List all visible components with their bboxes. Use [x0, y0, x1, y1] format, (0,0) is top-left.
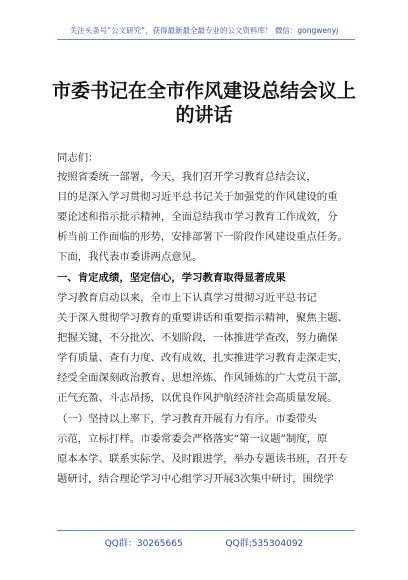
body-line: 目的是深入学习贯彻习近平总书记关于加强党的作风建设的重	[57, 191, 338, 203]
footer-qq-group-1: QQ群：30265665	[104, 539, 183, 549]
body-line: 学有质量、查有力度、改有成效，扎实推进学习教育走深走实，	[57, 352, 348, 364]
body-line: 正气充盈、斗志昂扬，以优良作风护航经济社会高质量发展。	[57, 392, 338, 404]
body-line: 析当前工作面临的形势，安排部署下一阶段作风建设重点任务。	[57, 231, 348, 243]
footer	[0, 536, 408, 549]
footer-divider	[57, 530, 355, 531]
body-line: 把握关键，不分批次、不划阶段，一体推进学查改，努力确保	[57, 332, 338, 344]
body-line: 按照省委统一部署，今天，我们召开学习教育总结会议，	[57, 171, 317, 183]
salutation: 同志们：	[57, 152, 99, 164]
body-line: 原本本学、联系实际学、及时跟进学，举办专题读书班，召开专	[57, 453, 348, 465]
header-divider	[57, 39, 355, 40]
body-line: 要论述和指示批示精神，全面总结我市学习教育工作成效，分	[57, 211, 338, 223]
document-title	[40, 79, 368, 127]
body-line: 题研讨，结合理论学习中心组学习开展3次集中研讨，围绕学	[57, 473, 334, 485]
title-line: 的讲话	[175, 104, 233, 126]
footer-qq-group-2: QQ群:535304092	[225, 539, 304, 549]
body-line: 下面，我代表市委讲两点意见。	[57, 251, 203, 263]
body-line: 经受全面深刻政治教育、思想淬炼、作风锤炼的广大党员干部，	[57, 372, 348, 384]
title-line: 市委书记在全市作风建设总结会议上	[51, 80, 356, 102]
body-line: 关于深入贯彻学习教育的重要讲话和重要指示精神，聚焦主题、	[57, 312, 348, 324]
section-heading: 一、肯定成绩，坚定信心，学习教育取得显著成果	[57, 272, 286, 284]
header-banner: 关注头条号“公文研究”，获得最新最全最专业的公文资料库！ 微信：gongwenyj	[69, 26, 339, 35]
body-line: 示范，立标打样。市委常委会严格落实“第一议题”制度，原	[57, 433, 328, 445]
body-line: （一）坚持以上率下，学习教育开展有力有序。市委带头	[57, 413, 317, 425]
body-line: 学习教育启动以来，全市上下认真学习贯彻习近平总书记	[57, 292, 317, 304]
